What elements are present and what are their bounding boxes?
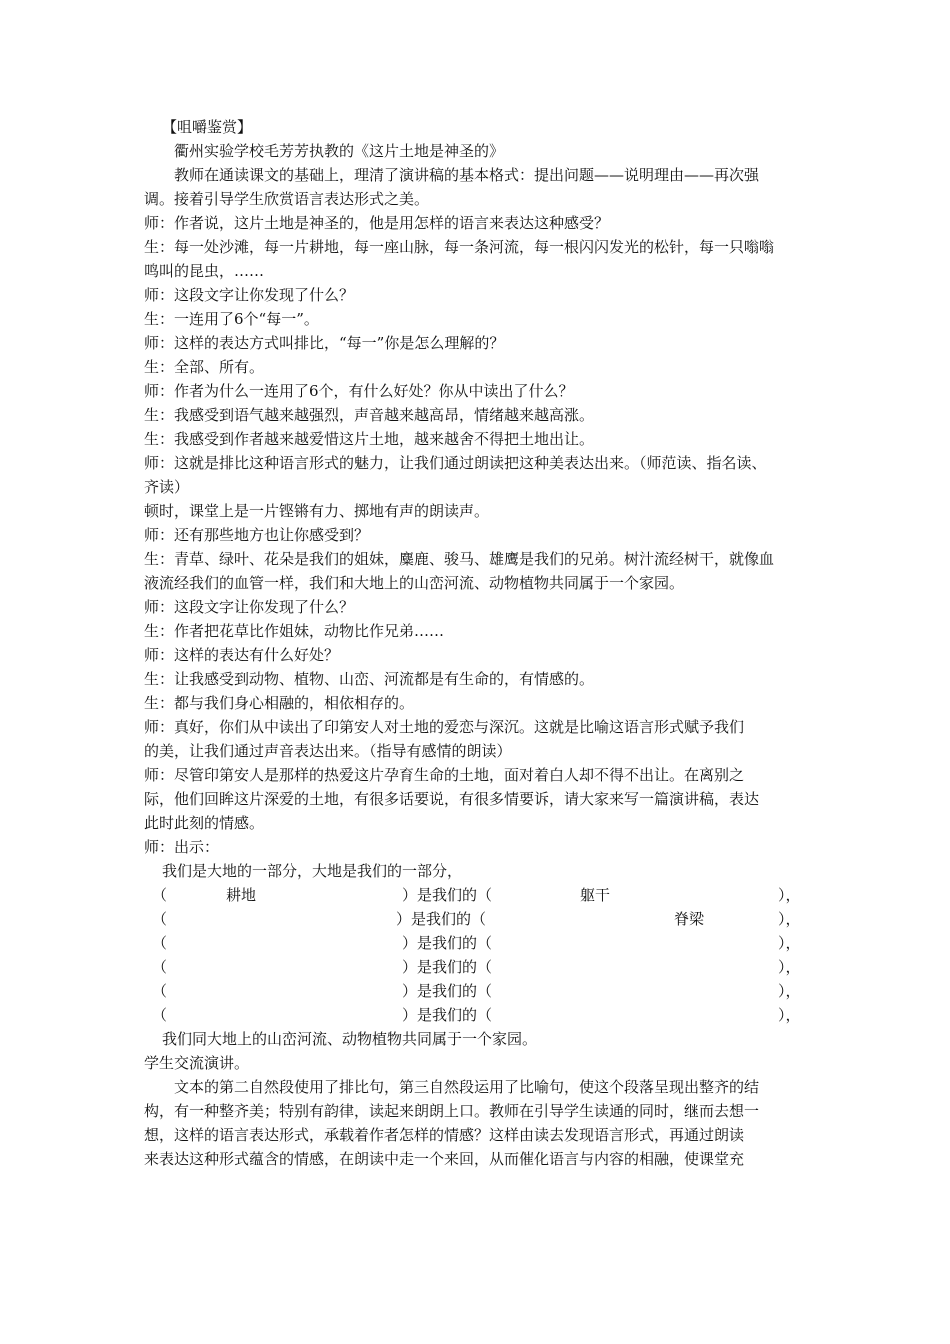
dialogue-line: 师：这就是排比这种语言形式的魅力，让我们通过朗读把这种美表达出来。（师范读、指名读、 [144,454,767,472]
dialogue-turn [144,763,808,835]
close-paren: ）， [778,934,801,952]
intro-line: 教师在通读课文的基础上，理清了演讲稿的基本格式：提出问题——说明理由——再次强 [174,166,760,184]
dialogue-line: 师：这段文字让你发现了什么？ [144,286,355,304]
connector: ）是我们的（ [402,886,493,904]
dialogue-line: 生：一连用了6个“每一”。 [144,310,319,328]
document-page [144,115,808,1171]
close-paren: ）， [778,886,801,904]
close-paren: ）， [778,982,801,1000]
dialogue-line: 生：青草、绿叶、花朵是我们的姐妹，麋鹿、骏马、雄鹰是我们的兄弟。树汁流经树干，就像血 [144,550,775,568]
dialogue-turn [144,211,808,235]
dialogue-turn [144,595,808,619]
dialogue-line: 师：这样的表达有什么好处？ [144,646,340,664]
dialogue-line: 师：出示： [144,838,220,856]
open-paren: （ [152,958,168,976]
analysis-line: 文本的第二自然段使用了排比句，第三自然段运用了比喻句，使这个段落呈现出整齐的结 [174,1078,760,1096]
dialogue-turn [144,499,808,523]
connector: ）是我们的（ [396,910,487,928]
dialogue-transcript [144,211,808,859]
dialogue-line: 师：作者说，这片土地是神圣的，他是用怎样的语言来表达这种感受？ [144,214,610,232]
dialogue-line: 师：真好，你们从中读出了印第安人对土地的爱恋与深沉。这就是比喻这语言形式赋予我们 [144,718,745,736]
dialogue-line: 师：作者为什么一连用了6个，有什么好处？你从中读出了什么？ [144,382,574,400]
exercise-row [144,1003,808,1027]
dialogue-turn [144,451,808,499]
dialogue-line: 生：作者把花草比作姐妹，动物比作兄弟…… [144,622,445,640]
dialogue-line: 生：我感受到语气越来越强烈，声音越来越高昂，情绪越来越高涨。 [144,406,595,424]
dialogue-turn [144,283,808,307]
exercise-outro: 我们同大地上的山峦河流、动物植物共同属于一个家园。 [162,1030,538,1048]
dialogue-line: 鸣叫的昆虫，…… [144,262,265,280]
dialogue-turn [144,403,808,427]
dialogue-turn [144,355,808,379]
dialogue-line: 师：还有那些地方也让你感受到？ [144,526,370,544]
connector: ）是我们的（ [402,982,493,1000]
dialogue-turn [144,523,808,547]
dialogue-line: 生：我感受到作者越来越爱惜这片土地，越来越舍不得把土地出让。 [144,430,595,448]
dialogue-line: 液流经我们的血管一样，我们和大地上的山峦河流、动物植物共同属于一个家园。 [144,574,685,592]
dialogue-line: 师：尽管印第安人是那样的热爱这片孕育生命的土地，面对着白人却不得不出让。在离别之 [144,766,745,784]
dialogue-turn [144,691,808,715]
dialogue-turn [144,667,808,691]
open-paren: （ [152,982,168,1000]
lesson-subtitle: 衢州实验学校毛芳芳执教的《这片土地是神圣的》 [174,142,505,160]
exercise-row [144,883,808,907]
close-paren: ）， [778,958,801,976]
exercise-row [144,955,808,979]
dialogue-line: 顿时，课堂上是一片铿锵有力、掷地有声的朗读声。 [144,502,490,520]
dialogue-turn [144,235,808,283]
open-paren: （ [152,910,168,928]
analysis-line: 来表达这种形式蕴含的情感，在朗读中走一个来回，从而催化语言与内容的相融，使课堂充 [144,1150,745,1168]
section-heading: 【咀嚼鉴赏】 [162,118,253,136]
dialogue-line: 际，他们回眸这片深爱的土地，有很多话要说，有很多情要诉，请大家来写一篇演讲稿，表达 [144,790,760,808]
after-note: 学生交流演讲。 [144,1054,250,1072]
open-paren: （ [152,934,168,952]
exercise-row [144,907,808,931]
dialogue-turn [144,715,808,763]
exercise-lead: 我们是大地的一部分，大地是我们的一部分， [162,862,463,880]
connector: ）是我们的（ [402,958,493,976]
dialogue-turn [144,427,808,451]
blank-right: 脊梁 [674,910,705,928]
analysis-line: 构，有一种整齐美；特别有韵律，读起来朗朗上口。教师在引导学生读通的同时，继而去想一 [144,1102,760,1120]
dialogue-line: 生：全部、所有。 [144,358,265,376]
dialogue-line: 师：这段文字让你发现了什么？ [144,598,355,616]
dialogue-line: 生：都与我们身心相融的，相依相存的。 [144,694,415,712]
exercise-row [144,979,808,1003]
blank-right: 躯干 [580,886,611,904]
dialogue-line: 师：这样的表达方式叫排比，“每一”你是怎么理解的？ [144,334,505,352]
dialogue-turn [144,331,808,355]
fill-in-exercise [144,859,808,1051]
connector: ）是我们的（ [402,1006,493,1024]
dialogue-turn [144,307,808,331]
dialogue-turn [144,643,808,667]
dialogue-turn [144,835,808,859]
dialogue-line: 此时此刻的情感。 [144,814,265,832]
dialogue-turn [144,619,808,643]
dialogue-line: 生：让我感受到动物、植物、山峦、河流都是有生命的，有情感的。 [144,670,595,688]
analysis-paragraph [144,1075,808,1171]
dialogue-line: 生：每一处沙滩，每一片耕地，每一座山脉，每一条河流，每一根闪闪发光的松针，每一只嗡嗡 [144,238,775,256]
blank-left: 耕地 [226,886,257,904]
open-paren: （ [152,1006,168,1024]
analysis-line: 想，这样的语言表达形式，承载着作者怎样的情感？这样由读去发现语言形式，再通过朗读 [144,1126,745,1144]
dialogue-turn [144,379,808,403]
open-paren: （ [152,886,168,904]
dialogue-line: 的美，让我们通过声音表达出来。（指导有感情的朗读） [144,742,512,760]
connector: ）是我们的（ [402,934,493,952]
intro-paragraph [144,163,808,211]
dialogue-line: 齐读） [144,478,190,496]
intro-line: 调。接着引导学生欣赏语言表达形式之美。 [144,190,430,208]
dialogue-turn [144,547,808,595]
close-paren: ）， [778,1006,801,1024]
exercise-row [144,931,808,955]
close-paren: ）， [778,910,801,928]
